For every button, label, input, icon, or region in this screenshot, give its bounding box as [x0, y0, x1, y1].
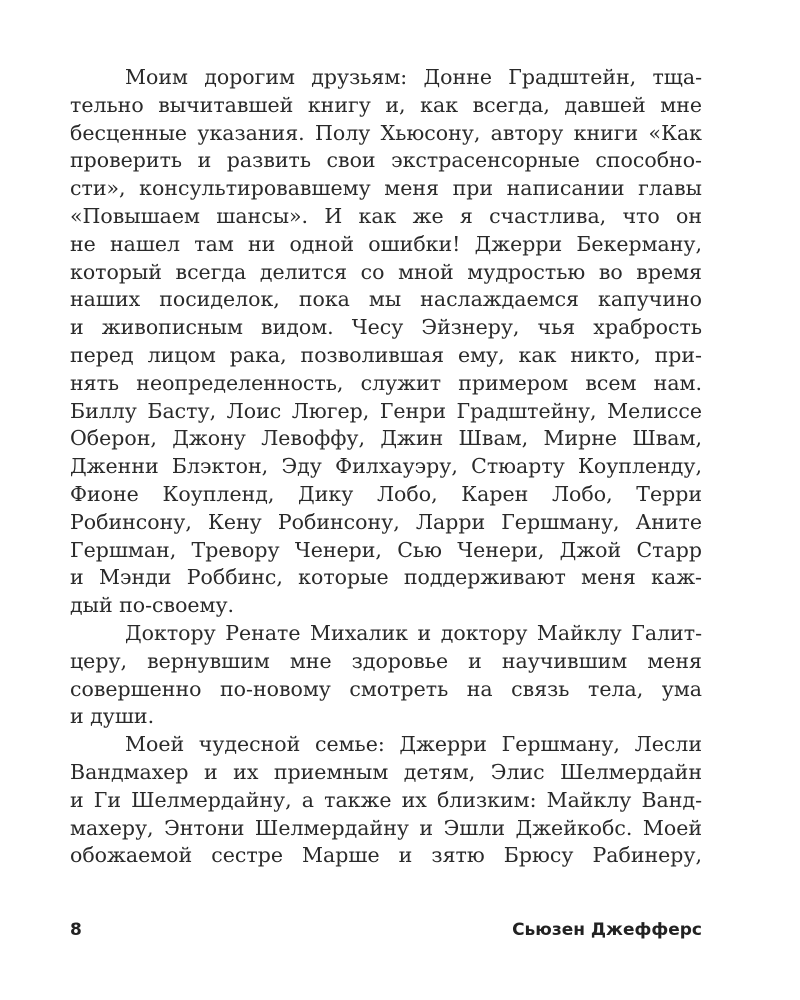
page-body	[70, 64, 702, 870]
text-line: церу, вернувшим мне здоровье и научившим меня	[70, 648, 702, 673]
text-line: и Ги Шелмердайну, а также их близким: Майклу Ванд-	[70, 787, 702, 812]
text-line: Дженни Блэктон, Эду Филхауэру, Стюарту Коупленду,	[70, 454, 702, 479]
text-line: тельно вычитавшей книгу и, как всегда, давшей мне	[70, 92, 702, 117]
paragraph	[70, 64, 702, 620]
text-line: и Мэнди Роббинс, которые поддерживают меня каж-	[70, 565, 702, 590]
text-line: наших посиделок, пока мы наслаждаемся капучино	[70, 287, 702, 312]
text-line: и живописным видом. Чесу Эйзнеру, чья храбрость	[70, 315, 702, 340]
text-line: Доктору Ренате Михалик и доктору Майклу Галит-	[125, 620, 702, 645]
text-line: махеру, Энтони Шелмердайну и Эшли Джейкобс. Моей	[70, 815, 702, 840]
text-line: «Повышаем шансы». И как же я счастлива, что он	[70, 203, 702, 228]
text-line: перед лицом рака, позволившая ему, как никто, при-	[70, 342, 702, 367]
paragraph	[70, 620, 702, 731]
paragraph	[70, 731, 702, 870]
text-line: проверить и развить свои экстрасенсорные способно-	[70, 148, 702, 173]
page-number: 8	[70, 920, 82, 940]
text-line: Оберон, Джону Левоффу, Джин Швам, Мирне Швам,	[70, 426, 702, 451]
page-footer	[70, 920, 702, 944]
text-line: дый по-своему.	[70, 593, 235, 618]
text-line: Моим дорогим друзьям: Донне Градштейн, тща-	[125, 65, 702, 89]
text-line: обожаемой сестре Марше и зятю Брюсу Рабинеру,	[70, 843, 702, 868]
text-line: сти», консультировавшему меня при написании главы	[70, 176, 702, 201]
text-line: Гершман, Тревору Ченери, Сью Ченери, Джой Старр	[70, 537, 702, 562]
text-line: Вандмахер и их приемным детям, Элис Шелмердайн	[70, 759, 702, 784]
text-line: который всегда делится со мной мудростью во время	[70, 259, 702, 284]
text-line: бесценные указания. Полу Хьюсону, автору книги «Как	[70, 120, 702, 145]
text-line: нять неопределенность, служит примером всем нам.	[70, 370, 702, 395]
text-line: Моей чудесной семье: Джерри Гершману, Лесли	[125, 732, 702, 757]
text-line: и души.	[70, 704, 155, 729]
running-head-author: Сьюзен Джефферс	[512, 920, 702, 940]
text-line: Биллу Басту, Лоис Люгер, Генри Градштейну, Мелиссе	[70, 398, 702, 423]
text-line: не нашел там ни одной ошибки! Джерри Бекерману,	[70, 231, 702, 256]
text-line: Фионе Коупленд, Дику Лобо, Карен Лобо, Терри	[70, 481, 702, 506]
text-line: совершенно по-новому смотреть на связь тела, ума	[70, 676, 702, 701]
text-line: Робинсону, Кену Робинсону, Ларри Гершману, Аните	[70, 509, 702, 534]
